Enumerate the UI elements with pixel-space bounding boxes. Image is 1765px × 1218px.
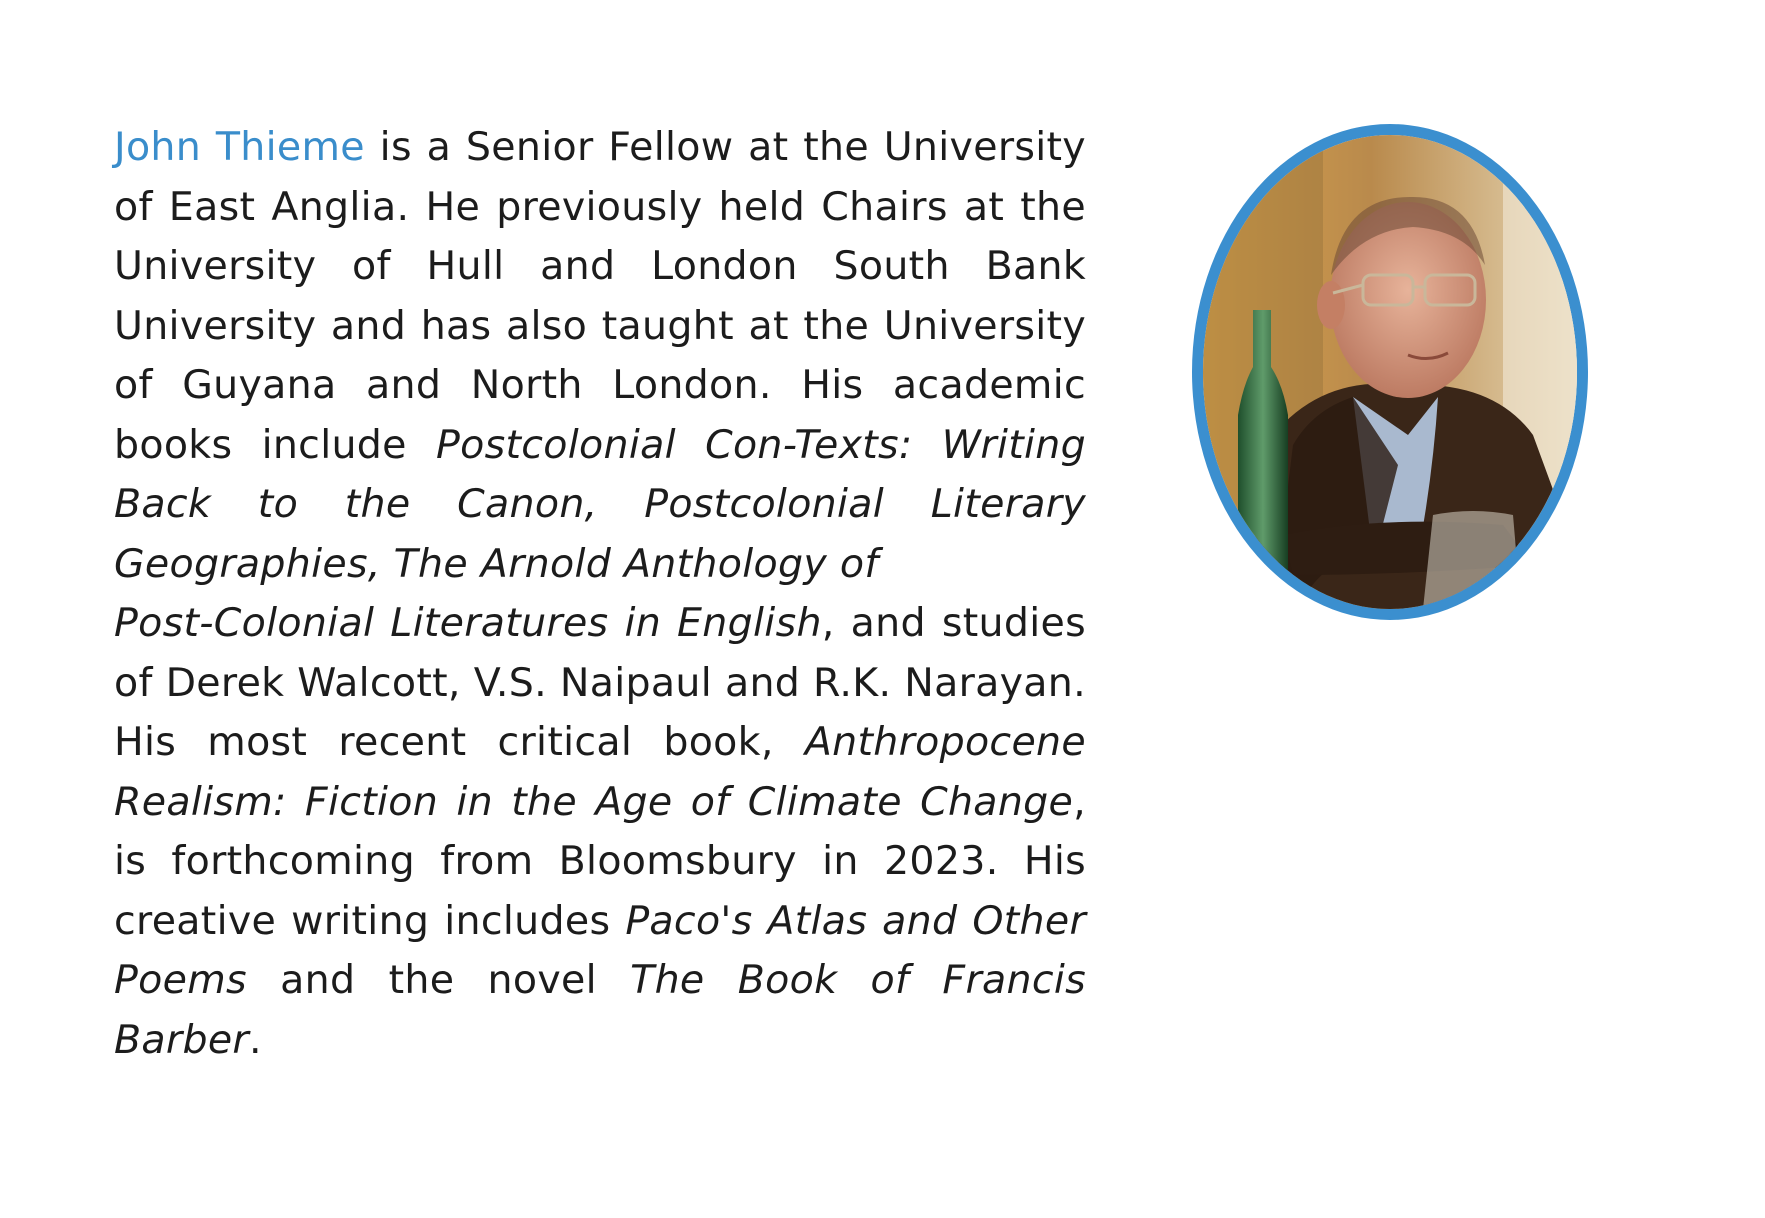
book-title-francis-barber: The Book of Francis Barber — [114, 957, 1086, 1063]
book-title-anthropocene-realism: Anthropocene Realism: Fiction in the Age of Climate Change — [114, 719, 1086, 825]
author-portrait-frame — [1192, 124, 1588, 620]
bio-text-2: , and studies of Derek Walcott, V.S. Naipaul and R.K. Narayan. His most recent critical book, — [114, 600, 1086, 765]
author-portrait-photo — [1203, 135, 1577, 609]
bio-text-1: is a Senior Fellow at the University of East Anglia. He previously held Chairs at the University of Hull and London South Bank University and has also taught at the University of Guyana and North London. His academic books include — [114, 124, 1086, 468]
bio-text-4: and the novel — [246, 957, 631, 1003]
bio-text-3: , is forthcoming from Bloomsbury in 2023. His creative writing includes — [114, 778, 1086, 944]
book-title-pacos-atlas: Paco's Atlas and Other Poems — [114, 897, 1086, 1003]
author-name: John Thieme — [114, 124, 365, 170]
author-bio-paragraph — [114, 118, 1086, 1070]
bio-text-5: . — [248, 1016, 262, 1063]
book-title-anthology-continued: Post-Colonial Literatures in English — [114, 600, 822, 646]
book-title-postcolonial-con-texts: Postcolonial Con-Texts: Writing Back to the Canon, Postcolonial Literary Geographies, The Arnold Anthology of — [114, 421, 1086, 587]
